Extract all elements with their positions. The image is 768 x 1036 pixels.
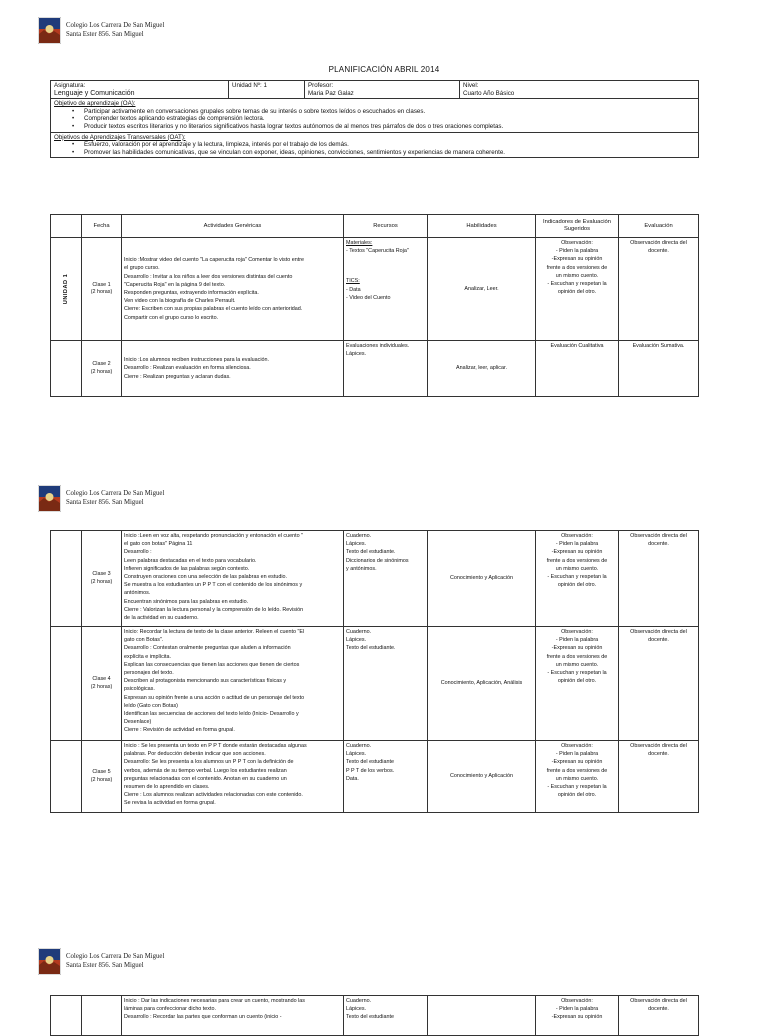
activity-line: resumen de lo aprendido en clases. — [124, 784, 210, 791]
unit-cell-empty — [51, 741, 82, 813]
activity-line: Cierre : Revisión de actividad en forma grupal. — [124, 727, 235, 734]
activity-line: Responden preguntas, extrayendo información explícita. — [124, 290, 259, 296]
actividades-cell — [122, 238, 344, 341]
table-row — [51, 341, 699, 397]
clase-cell — [82, 741, 122, 813]
school-logo-icon — [38, 485, 61, 512]
activity-line: Inicio :Los alumnos reciben instrucciones para la evaluación. — [124, 357, 270, 364]
profesor-cell — [305, 81, 460, 99]
unit-cell-empty — [51, 531, 82, 627]
clase-label: Clase 2 — [92, 361, 111, 368]
resource-line: Texto del estudiante — [346, 1014, 394, 1021]
oa-item: • Participar activamente en conversaciones grupales sobre temas de su interés o sobre textos leídos o escuchados en clases. — [84, 108, 695, 116]
indicator-line: - Piden la palabra — [555, 1006, 599, 1013]
resource-line: Cuaderno. — [346, 629, 372, 635]
header-evaluacion: Evaluación — [619, 215, 699, 238]
indicator-line: - Escuchan y respetan la — [547, 281, 607, 288]
actividades-cell — [122, 341, 344, 397]
clase-cell — [82, 341, 122, 397]
resource-line: - Textos "Caperucita Roja" — [346, 248, 409, 255]
activity-line: Inicio : Se les presenta un texto en P P T donde estarán destacadas algunas — [124, 743, 307, 749]
activity-line: Describen al protagonista mencionando sus características físicas y — [124, 678, 287, 685]
clase-hours: (2 horas) — [90, 368, 113, 375]
evaluacion-cell: Observación directa del docente. — [619, 238, 699, 341]
activity-line: leído (Gato con Botas) — [124, 702, 178, 709]
indicator-line: frente a dos versiones de — [546, 653, 608, 660]
oa-item: • Producir textos escritos literarios y no literarios significativos hasta lograr textos autónomos de al menos tres párrafos de dos o tres oraciones completas. — [84, 123, 695, 131]
resource-line: Texto del estudiante — [346, 759, 394, 766]
unit-cell — [51, 238, 82, 341]
indicator-line: - Piden la palabra — [555, 248, 599, 255]
activity-line: Ven video con la biografía de Charles Perrault. — [124, 298, 236, 305]
nivel-cell — [460, 81, 699, 99]
activity-line: Se muestra a los estudiantes un P P T con el contenido de los sinónimos y — [124, 582, 303, 589]
resource-line: Lápices. — [346, 637, 367, 644]
resource-line: Diccionarios de sinónimos — [346, 557, 409, 564]
indicator-line: -Expresan su opinión — [551, 256, 603, 263]
habilidades-cell: Conocimiento, Aplicación, Análisis — [428, 627, 536, 741]
indicator-line: Observación: — [561, 240, 593, 246]
clase-label: Clase 1 — [92, 281, 111, 288]
header-actividades: Actividades Genéricas — [122, 215, 344, 238]
indicator-line: un mismo cuento. — [555, 272, 599, 279]
clase-hours: (2 horas) — [90, 776, 113, 783]
clase-cell — [82, 531, 122, 627]
resource-line: Data. — [346, 775, 359, 782]
clase-label: Clase 4 — [92, 676, 111, 683]
activity-line: Inicio: Recordar la lectura de texto de la clase anterior. Releen el cuento "El — [124, 629, 305, 635]
school-header — [38, 485, 164, 512]
activity-line: Cierre: Escriben con sus propias palabras el cuento leído con anterioridad. — [124, 306, 303, 313]
indicator-line: -Expresan su opinión — [551, 759, 603, 766]
clase-hours: (2 horas) — [90, 683, 113, 690]
recursos-cell — [344, 531, 428, 627]
unidad-cell: Unidad Nº: 1 — [229, 81, 305, 99]
indicator-line: - Piden la palabra — [555, 637, 599, 644]
school-name: Colegio Los Carrera De San Miguel — [66, 953, 165, 961]
indicator-line: un mismo cuento. — [555, 661, 599, 668]
clase-cell — [82, 238, 122, 341]
indicator-line: -Expresan su opinión — [551, 549, 603, 556]
clase-label: Clase 3 — [92, 571, 111, 578]
unit-label: UNIDAD 1 — [62, 273, 69, 305]
resource-line: TICS: — [346, 278, 360, 285]
indicator-line: opinión del otro. — [557, 582, 597, 589]
habilidades-cell: Conocimiento y Aplicación — [428, 741, 536, 813]
activity-line: Encuentran sinónimos para las palabras en estudio. — [124, 598, 249, 605]
activity-line: Desarrollo : Invitar a los niños a leer dos versiones distintas del cuento — [124, 273, 293, 280]
plan-table-2 — [50, 530, 699, 813]
indicator-line: -Expresan su opinión — [551, 1014, 603, 1021]
oat-item: • Esfuerzo, valoración por el aprendizaje y la lectura, limpieza, interés por el trabajo de los demás. — [84, 141, 695, 149]
habilidades-cell: Conocimiento y Aplicación — [428, 531, 536, 627]
resource-line: y antónimos. — [346, 565, 377, 572]
resource-line: Cuaderno. — [346, 743, 372, 749]
activity-line: psicológicas. — [124, 686, 155, 693]
indicator-line: - Piden la palabra — [555, 751, 599, 758]
evaluacion-cell: Observación directa del docente. — [619, 741, 699, 813]
table-row — [51, 531, 699, 627]
recursos-cell — [344, 238, 428, 341]
school-header — [38, 17, 164, 44]
resource-line: Cuaderno. — [346, 533, 372, 539]
activity-line: Desarrollo : Realizan evaluación en forma silenciosa. — [124, 365, 251, 372]
indicator-line: Observación: — [561, 533, 593, 539]
indicadores-cell — [536, 531, 619, 627]
habilidades-cell: Analizar, leer, aplicar. — [428, 341, 536, 397]
recursos-cell — [344, 741, 428, 813]
resource-line: Texto del estudiante. — [346, 549, 396, 556]
indicator-line: frente a dos versiones de — [546, 557, 608, 564]
plan-table-3 — [50, 995, 699, 1036]
activity-line: explícita e implícita. — [124, 653, 172, 660]
header-habilidades: Habilidades — [428, 215, 536, 238]
activity-line: Leen palabras destacadas en el texto para vocabulario. — [124, 557, 257, 564]
activity-line: de la actividad en su cuaderno. — [124, 615, 199, 622]
actividades-cell — [122, 627, 344, 741]
evaluacion-cell: Observación directa del docente. — [619, 531, 699, 627]
nivel-label: Nivel: — [463, 82, 479, 89]
activity-line: Desarrollo : Recordar las partes que conforman un cuento (inicio - — [124, 1014, 282, 1021]
resource-line: Evaluaciones individuales. — [346, 343, 410, 349]
indicator-line: - Escuchan y respetan la — [547, 784, 607, 791]
activity-line: Cierre : Los alumnos realizan actividades relacionadas con este contenido. — [124, 792, 303, 799]
evaluacion-cell: Observación directa del docente. — [619, 996, 699, 1036]
activity-line: Explican las consecuencias que tienen las acciones que tienen de ciertos — [124, 661, 300, 668]
oat-list — [54, 141, 695, 156]
activity-line: Inicio :Leen en voz alta, respetando pronunciación y entonación el cuento " — [124, 533, 304, 539]
habilidades-cell: Analizar, Leer. — [428, 238, 536, 341]
activity-line: personajes del texto. — [124, 670, 174, 677]
asignatura-value: Lenguaje y Comunicación — [54, 89, 135, 97]
indicadores-cell — [536, 741, 619, 813]
resource-line: Materiales: — [346, 240, 373, 246]
habilidades-cell — [428, 996, 536, 1036]
actividades-cell — [122, 531, 344, 627]
indicator-line: opinión del otro. — [557, 289, 597, 296]
resource-line: Lápices. — [346, 351, 367, 358]
plan-table-1 — [50, 214, 699, 397]
actividades-cell — [122, 996, 344, 1036]
resource-line: Texto del estudiante. — [346, 645, 396, 652]
unit-cell-empty — [51, 627, 82, 741]
indicator-line: Observación: — [561, 998, 593, 1004]
page-title: PLANIFICACIÓN ABRIL 2014 — [328, 65, 440, 74]
resource-line: Lápices. — [346, 541, 367, 548]
activity-line: Compartir con el grupo curso lo escrito. — [124, 314, 219, 321]
indicator-line: un mismo cuento. — [555, 565, 599, 572]
school-address: Santa Ester 856. San Miguel — [66, 30, 144, 38]
activity-line: Desarrollo : — [124, 549, 152, 556]
actividades-cell — [122, 741, 344, 813]
clase-cell — [82, 996, 122, 1036]
profesor-label: Profesor: — [308, 82, 334, 89]
table-row — [51, 741, 699, 813]
activity-line: "Caperucita Roja" en la página 9 del texto. — [124, 281, 226, 288]
activity-line: el gato con botas" Página 11 — [124, 541, 193, 548]
clase-label: Clase 5 — [92, 769, 111, 776]
activity-line: Cierre : Valorizan la lectura personal y la comprensión de lo leído. Revisión — [124, 606, 304, 613]
recursos-cell — [344, 627, 428, 741]
nivel-value: Cuarto Año Básico — [463, 89, 515, 97]
unit-cell-empty — [51, 996, 82, 1036]
indicator-line: - Piden la palabra — [555, 541, 599, 548]
oa-list — [54, 108, 695, 131]
activity-line: preguntas relacionadas con el contenido. Anotan en su cuaderno un — [124, 775, 287, 782]
clase-hours: (2 horas) — [90, 578, 113, 585]
oat-cell — [51, 132, 699, 158]
activity-line: Expresan su opinión frente a una acción o actitud de un personaje del texto — [124, 694, 305, 701]
activity-line: Construyen oraciones con una selección de las palabras en estudio. — [124, 574, 288, 581]
recursos-cell — [344, 341, 428, 397]
table-row — [51, 627, 699, 741]
asignatura-label: Asignatura: — [54, 82, 86, 89]
indicator-line: frente a dos versiones de — [546, 767, 608, 774]
activity-line: antónimos. — [124, 590, 151, 597]
activity-line: Infieren significados de las palabras según contexto. — [124, 565, 250, 572]
indicator-line: frente a dos versiones de — [546, 264, 608, 271]
oa-label: Objetivo de aprendizaje (OA): — [54, 100, 136, 108]
oat-item: • Promover las habilidades comunicativas, que se vinculan con exponer, ideas, opiniones, convicciones, sentimientos y experiencias de manera coherente. — [84, 149, 695, 157]
evaluacion-cell: Evaluación Sumativa. — [619, 341, 699, 397]
evaluacion-cell: Observación directa del docente. — [619, 627, 699, 741]
indicadores-cell — [536, 627, 619, 741]
profesor-value: Maria Paz Galaz — [308, 89, 354, 97]
resource-line: - Video del Cuento — [346, 294, 391, 301]
oa-cell — [51, 99, 699, 132]
school-name: Colegio Los Carrera De San Miguel — [66, 490, 165, 498]
school-logo-icon — [38, 17, 61, 44]
school-logo-icon — [38, 948, 61, 975]
activity-line: Se revisa la actividad en forma grupal. — [124, 800, 216, 807]
header-unit — [51, 215, 82, 238]
activity-line: Inicio : Dar las indicaciones necesarias para crear un cuento, mostrando las — [124, 998, 305, 1004]
indicadores-cell — [536, 996, 619, 1036]
activity-line: Desenlace) — [124, 719, 152, 726]
activity-line: Desarrollo: Se les presenta a los alumnos un P P T con la definición de — [124, 759, 294, 766]
asignatura-cell — [51, 81, 229, 99]
resource-line: Cuaderno. — [346, 998, 372, 1004]
header-fecha: Fecha — [82, 215, 122, 238]
indicator-line: Observación: — [561, 629, 593, 635]
resource-line: P P T de los verbos. — [346, 767, 395, 774]
resource-line: Lápices. — [346, 1006, 367, 1013]
table-row — [51, 238, 699, 341]
activity-line: palabras. Por deducción deberán indicar que son acciones. — [124, 751, 266, 758]
unit-cell-empty — [51, 341, 82, 397]
oa-item: • Comprender textos aplicando estrategias de comprensión lectora. — [84, 115, 695, 123]
activity-line: láminas para confeccionar dicho texto. — [124, 1006, 216, 1013]
header-recursos: Recursos — [344, 215, 428, 238]
activity-line: Identifican las secuencias de acciones del texto leído (Inicio- Desarrollo y — [124, 711, 299, 718]
indicator-line: opinión del otro. — [557, 678, 597, 685]
resource-line: - Data — [346, 286, 361, 293]
school-address: Santa Ester 856. San Miguel — [66, 961, 144, 969]
indicadores-cell: Evaluación Cualitativa — [536, 341, 619, 397]
header-indicadores: Indicadores de Evaluación Sugeridos — [536, 215, 619, 238]
indicator-line: opinión del otro. — [557, 792, 597, 799]
recursos-cell — [344, 996, 428, 1036]
school-address: Santa Ester 856. San Miguel — [66, 498, 144, 506]
school-name: Colegio Los Carrera De San Miguel — [66, 22, 165, 30]
info-table — [50, 80, 699, 158]
clase-hours: (2 horas) — [90, 289, 113, 295]
activity-line: Inicio :Mostrar video del cuento "La caperucita roja" Comentar lo visto entre — [124, 257, 305, 264]
indicator-line: un mismo cuento. — [555, 775, 599, 782]
oat-label: Objetivos de Aprendizajes Transversales (OAT): — [54, 133, 186, 141]
school-header — [38, 948, 164, 975]
indicator-line: - Escuchan y respetan la — [547, 670, 607, 677]
indicator-line: Observación: — [561, 743, 593, 749]
activity-line: gato con Botas". — [124, 637, 164, 644]
activity-line: Cierre : Realizan preguntas y aclaran dudas. — [124, 373, 231, 380]
activity-line: Desarrollo : Contestan oralmente preguntas que aluden a información — [124, 645, 291, 652]
indicadores-cell — [536, 238, 619, 341]
indicator-line: -Expresan su opinión — [551, 645, 603, 652]
clase-cell — [82, 627, 122, 741]
activity-line: el grupo curso. — [124, 265, 160, 272]
table-row — [51, 996, 699, 1036]
activity-line: verbos, además de su tiempo verbal. Luego los estudiantes realizan — [124, 767, 287, 774]
resource-line: Lápices. — [346, 751, 367, 758]
indicator-line: - Escuchan y respetan la — [547, 574, 607, 581]
